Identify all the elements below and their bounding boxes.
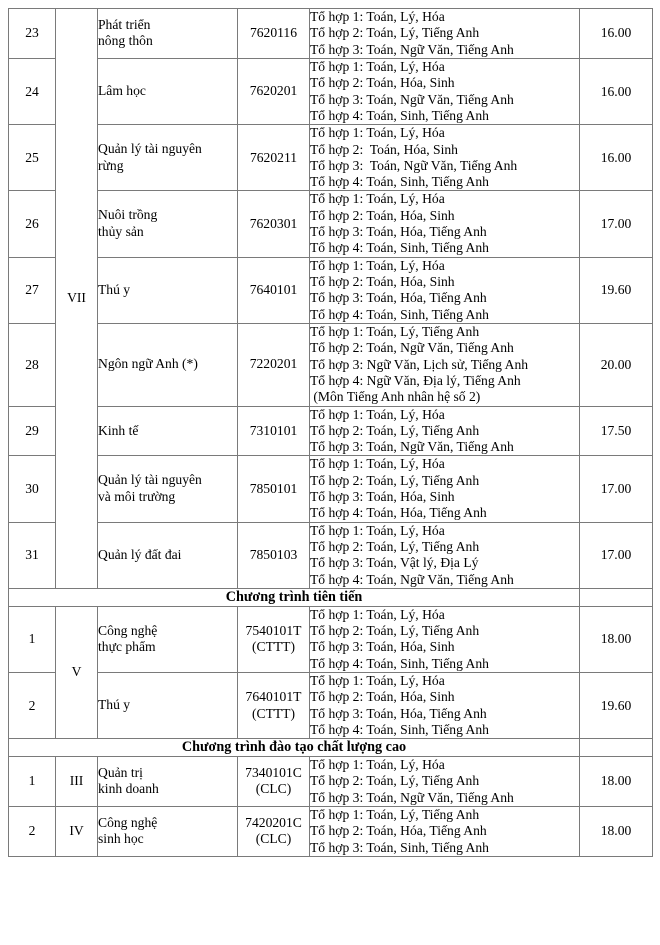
table-row: [9, 9, 653, 59]
row-index-cell: 24: [9, 58, 56, 124]
major-name-line: nông thôn: [98, 33, 153, 49]
subject-combination-line: Tổ hợp 2: Toán, Hóa, Sinh: [310, 141, 458, 157]
subject-combination-line: Tổ hợp 4: Toán, Sinh, Tiếng Anh: [310, 306, 489, 322]
subject-combination-line: Tổ hợp 3: Toán, Hóa, Sinh: [310, 639, 455, 655]
subject-combination-line: Tổ hợp 3: Toán, Ngữ Văn, Tiếng Anh: [310, 41, 514, 57]
subject-combination-line: Tổ hợp 1: Toán, Lý, Hóa: [310, 9, 445, 24]
major-code-cell: [238, 806, 310, 856]
subject-combination-line: Tổ hợp 1: Toán, Lý, Hóa: [310, 257, 445, 273]
subject-combination-cell: [310, 806, 580, 856]
row-index-cell: 1: [9, 606, 56, 672]
major-name-cell: [98, 191, 238, 257]
row-index-cell: 2: [9, 672, 56, 738]
subject-combination-line: Tổ hợp 2: Toán, Lý, Tiếng Anh: [310, 623, 480, 638]
major-name-line: rừng: [98, 157, 124, 173]
table-row: [9, 672, 653, 738]
subject-combination-cell: [310, 9, 580, 59]
section-header-row: [9, 739, 653, 757]
major-name-line: Lâm học: [98, 83, 146, 99]
benchmark-score-cell: 17.00: [580, 456, 653, 522]
major-code-line: 7620116: [249, 25, 298, 41]
table-row: [9, 806, 653, 856]
table-row: [9, 125, 653, 191]
major-code-line: 7620201: [249, 83, 298, 99]
major-name-line: và môi trường: [98, 489, 176, 505]
table-row: [9, 456, 653, 522]
subject-combination-line: Tổ hợp 3: Toán, Sinh, Tiếng Anh: [310, 839, 489, 855]
major-code-cell: [238, 406, 310, 456]
row-index-cell: 1: [9, 756, 56, 806]
row-index-cell: 30: [9, 456, 56, 522]
row-index-cell: 31: [9, 522, 56, 588]
group-code-cell: IV: [56, 806, 98, 856]
major-name-cell: [98, 323, 238, 406]
major-code-cell: [238, 672, 310, 738]
subject-combination-cell: [310, 257, 580, 323]
subject-combination-line: Tổ hợp 3: Toán, Hóa, Tiếng Anh: [310, 224, 487, 240]
subject-combination-line: Tổ hợp 3: Toán, Ngữ Văn, Tiếng Anh: [310, 157, 518, 173]
major-name-cell: [98, 456, 238, 522]
section-header-score-blank: [580, 739, 653, 757]
major-name-cell: [98, 672, 238, 738]
subject-combination-line: Tổ hợp 2: Toán, Lý, Tiếng Anh: [310, 773, 480, 789]
section-header-score-blank: [580, 588, 653, 606]
table-row: [9, 257, 653, 323]
major-code-line: 7310101: [249, 422, 298, 438]
subject-combination-line: Tổ hợp 2: Toán, Lý, Tiếng Anh: [310, 472, 480, 488]
major-code-line: 7620301: [249, 215, 298, 231]
subject-combination-line: Tổ hợp 4: Toán, Sinh, Tiếng Anh: [310, 107, 489, 123]
major-name-line: sinh học: [98, 831, 144, 847]
benchmark-score-cell: 20.00: [580, 323, 653, 406]
subject-combination-line: Tổ hợp 2: Toán, Ngữ Văn, Tiếng Anh: [310, 340, 514, 356]
major-name-cell: [98, 58, 238, 124]
subject-combination-line: Tổ hợp 3: Toán, Hóa, Tiếng Anh: [310, 290, 487, 306]
benchmark-score-cell: 17.00: [580, 191, 653, 257]
table-row: [9, 406, 653, 456]
table-row: [9, 606, 653, 672]
major-name-line: Quản lý tài nguyên: [98, 472, 202, 488]
major-code-cell: [238, 191, 310, 257]
major-code-line: (CLC): [255, 781, 292, 797]
subject-combination-line: Tổ hợp 3: Toán, Ngữ Văn, Tiếng Anh: [310, 439, 514, 455]
subject-combination-line: Tổ hợp 4: Toán, Sinh, Tiếng Anh: [310, 174, 489, 190]
row-index-cell: 26: [9, 191, 56, 257]
major-code-cell: [238, 257, 310, 323]
major-name-line: Quản trị: [98, 764, 143, 780]
benchmark-score-cell: 17.00: [580, 522, 653, 588]
major-code-cell: [238, 756, 310, 806]
subject-combination-line: Tổ hợp 3: Ngữ Văn, Lịch sử, Tiếng Anh: [310, 356, 529, 372]
row-index-cell: 28: [9, 323, 56, 406]
group-code-cell: V: [56, 606, 98, 739]
major-code-line: 7220201: [249, 356, 298, 372]
subject-combination-cell: [310, 191, 580, 257]
major-name-cell: [98, 257, 238, 323]
major-name-line: Phát triển: [98, 16, 151, 32]
major-code-cell: [238, 9, 310, 59]
section-header-row: [9, 588, 653, 606]
subject-combination-line: Tổ hợp 4: Ngữ Văn, Địa lý, Tiếng Anh: [310, 372, 521, 388]
subject-combination-line: Tổ hợp 1: Toán, Lý, Hóa: [310, 756, 445, 772]
subject-combination-line: Tổ hợp 4: Toán, Hóa, Tiếng Anh: [310, 505, 487, 521]
subject-combination-line: Tổ hợp 1: Toán, Lý, Tiếng Anh: [310, 323, 480, 339]
major-name-cell: [98, 522, 238, 588]
benchmark-score-cell: 17.50: [580, 406, 653, 456]
benchmark-score-cell: 16.00: [580, 9, 653, 59]
benchmark-score-cell: 18.00: [580, 806, 653, 856]
major-name-cell: [98, 606, 238, 672]
admission-score-table: [8, 8, 653, 857]
major-code-cell: [238, 58, 310, 124]
major-code-cell: [238, 323, 310, 406]
subject-combination-line: Tổ hợp 3: Toán, Ngữ Văn, Tiếng Anh: [310, 789, 514, 805]
major-name-line: Công nghệ: [98, 622, 158, 638]
major-code-line: (CTTT): [251, 705, 296, 721]
subject-combination-line: Tổ hợp 2: Toán, Lý, Tiếng Anh: [310, 25, 480, 41]
table-row: [9, 522, 653, 588]
major-code-line: 7640101: [249, 282, 298, 298]
major-name-cell: [98, 406, 238, 456]
row-index-cell: 23: [9, 9, 56, 59]
benchmark-score-cell: 18.00: [580, 606, 653, 672]
subject-combination-line: Tổ hợp 1: Toán, Lý, Hóa: [310, 522, 445, 538]
subject-combination-line: Tổ hợp 2: Toán, Hóa, Tiếng Anh: [310, 823, 487, 839]
section-header-label: Chương trình đào tạo chất lượng cao: [9, 739, 580, 757]
subject-combination-line: Tổ hợp 4: Toán, Sinh, Tiếng Anh: [310, 655, 489, 671]
subject-combination-line: Tổ hợp 2: Toán, Hóa, Sinh: [310, 207, 455, 223]
subject-combination-line: Tổ hợp 1: Toán, Lý, Hóa: [310, 406, 445, 422]
subject-combination-cell: [310, 672, 580, 738]
major-code-line: (CTTT): [251, 639, 296, 655]
subject-combination-line: Tổ hợp 2: Toán, Lý, Tiếng Anh: [310, 422, 480, 438]
subject-combination-line: Tổ hợp 1: Toán, Lý, Hóa: [310, 606, 445, 622]
section-header-label: Chương trình tiên tiến: [9, 588, 580, 606]
subject-combination-cell: [310, 58, 580, 124]
table-row: [9, 756, 653, 806]
subject-combination-cell: [310, 125, 580, 191]
major-name-line: Kinh tế: [98, 422, 139, 438]
benchmark-score-cell: 19.60: [580, 257, 653, 323]
major-code-cell: [238, 125, 310, 191]
table-row: [9, 58, 653, 124]
subject-combination-line: (Môn Tiếng Anh nhân hệ số 2): [310, 389, 481, 405]
subject-combination-line: Tổ hợp 4: Toán, Sinh, Tiếng Anh: [310, 721, 489, 737]
subject-combination-line: Tổ hợp 4: Toán, Sinh, Tiếng Anh: [310, 240, 489, 256]
subject-combination-line: Tổ hợp 1: Toán, Lý, Hóa: [310, 58, 445, 74]
major-code-line: 7850101: [249, 480, 298, 496]
subject-combination-line: Tổ hợp 1: Toán, Lý, Tiếng Anh: [310, 806, 480, 822]
major-code-line: 7340101C: [245, 764, 302, 780]
major-code-line: 7540101T: [245, 622, 302, 638]
subject-combination-line: Tổ hợp 1: Toán, Lý, Hóa: [310, 672, 445, 688]
major-name-cell: [98, 806, 238, 856]
subject-combination-line: Tổ hợp 1: Toán, Lý, Hóa: [310, 191, 445, 207]
subject-combination-line: Tổ hợp 1: Toán, Lý, Hóa: [310, 125, 445, 141]
subject-combination-cell: [310, 522, 580, 588]
major-name-line: Ngôn ngữ Anh (*): [98, 356, 198, 372]
row-index-cell: 27: [9, 257, 56, 323]
major-name-line: kinh doanh: [98, 781, 159, 797]
subject-combination-line: Tổ hợp 3: Toán, Vật lý, Địa Lý: [310, 555, 479, 571]
major-name-cell: [98, 756, 238, 806]
subject-combination-line: Tổ hợp 3: Toán, Hóa, Tiếng Anh: [310, 705, 487, 721]
major-code-line: (CLC): [255, 831, 292, 847]
benchmark-score-cell: 19.60: [580, 672, 653, 738]
major-name-line: Quản lý đất đai: [98, 547, 182, 563]
major-code-line: 7640101T: [245, 688, 302, 704]
table-row: [9, 323, 653, 406]
major-code-cell: [238, 606, 310, 672]
subject-combination-line: Tổ hợp 3: Toán, Ngữ Văn, Tiếng Anh: [310, 91, 514, 107]
major-code-cell: [238, 456, 310, 522]
benchmark-score-cell: 16.00: [580, 125, 653, 191]
major-code-line: 7420201C: [245, 814, 302, 830]
subject-combination-cell: [310, 756, 580, 806]
major-name-line: Thú y: [98, 282, 131, 298]
major-code-cell: [238, 522, 310, 588]
benchmark-score-cell: 18.00: [580, 756, 653, 806]
subject-combination-line: Tổ hợp 4: Toán, Ngữ Văn, Tiếng Anh: [310, 571, 514, 587]
row-index-cell: 29: [9, 406, 56, 456]
major-name-line: Quản lý tài nguyên: [98, 141, 202, 157]
major-name-line: Nuôi trồng: [98, 207, 158, 223]
subject-combination-cell: [310, 323, 580, 406]
subject-combination-line: Tổ hợp 1: Toán, Lý, Hóa: [310, 456, 445, 472]
major-code-line: 7850103: [249, 547, 298, 563]
group-code-cell: III: [56, 756, 98, 806]
row-index-cell: 25: [9, 125, 56, 191]
subject-combination-line: Tổ hợp 3: Toán, Hóa, Sinh: [310, 489, 455, 505]
major-code-line: 7620211: [249, 149, 298, 165]
subject-combination-line: Tổ hợp 2: Toán, Hóa, Sinh: [310, 274, 455, 289]
major-name-line: thủy sản: [98, 224, 144, 240]
subject-combination-line: Tổ hợp 2: Toán, Lý, Tiếng Anh: [310, 539, 480, 554]
major-name-line: Công nghệ: [98, 814, 158, 830]
benchmark-score-cell: 16.00: [580, 58, 653, 124]
group-code-cell: VII: [56, 9, 98, 589]
subject-combination-cell: [310, 606, 580, 672]
major-name-cell: [98, 9, 238, 59]
subject-combination-line: Tổ hợp 2: Toán, Hóa, Sinh: [310, 75, 455, 91]
subject-combination-line: Tổ hợp 2: Toán, Hóa, Sinh: [310, 689, 455, 705]
table-row: [9, 191, 653, 257]
major-name-cell: [98, 125, 238, 191]
row-index-cell: 2: [9, 806, 56, 856]
major-name-line: thực phẩm: [98, 639, 156, 655]
subject-combination-cell: [310, 406, 580, 456]
major-name-line: Thú y: [98, 697, 131, 713]
subject-combination-cell: [310, 456, 580, 522]
